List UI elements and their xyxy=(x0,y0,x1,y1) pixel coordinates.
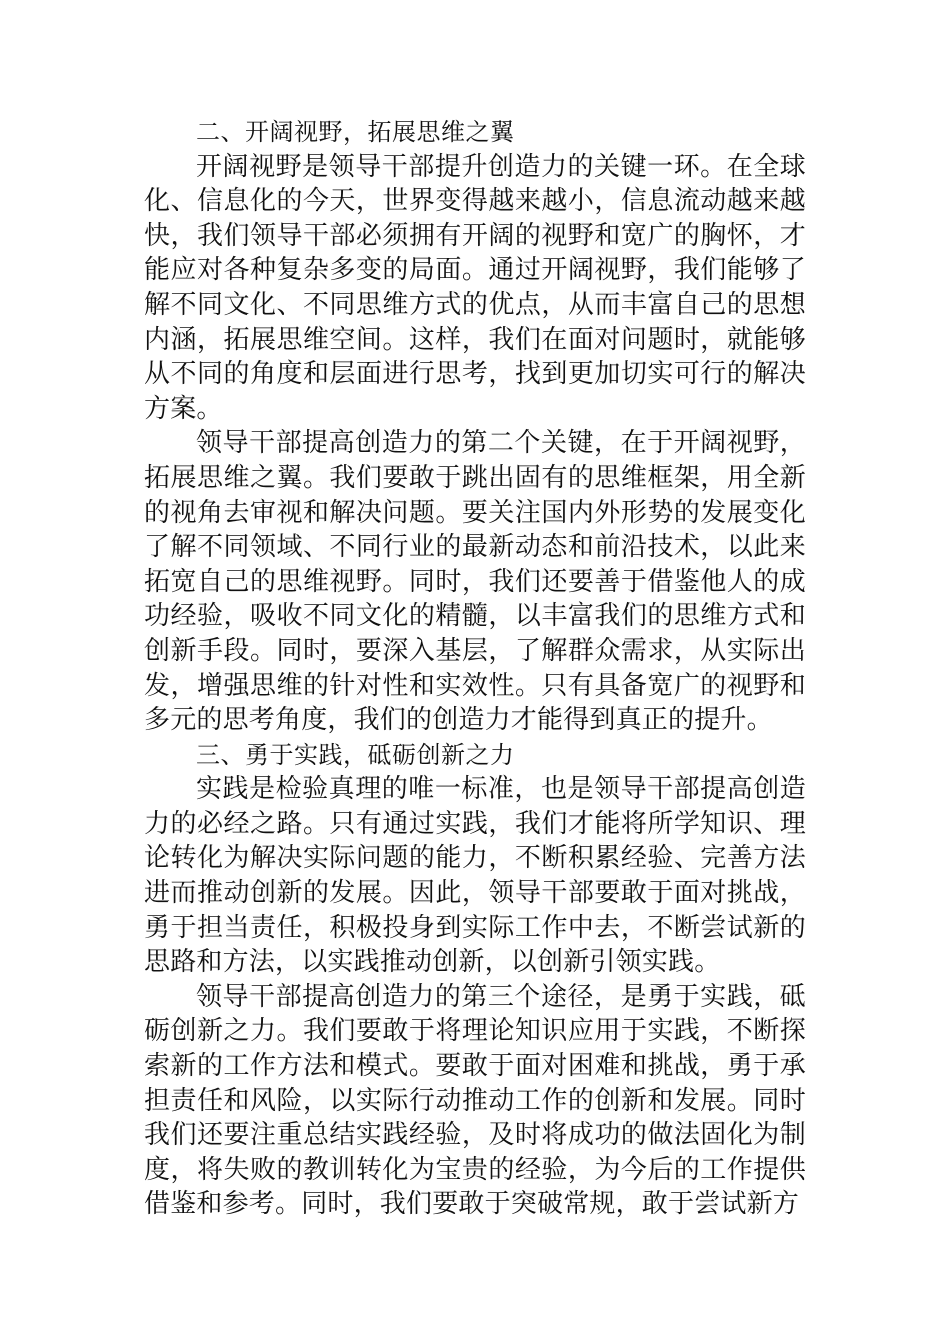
section-heading-2: 二、开阔视野，拓展思维之翼 xyxy=(196,118,515,146)
paragraph: 领导干部提高创造力的第二个关键，在于开阔视野，拓展思维之翼。我们要敢于跳出固有的思维框架，用全新的视角去审视和解决问题。要关注国内外形势的发展变化了解不同领域、不同行业的最新动态和前沿技术，以此来拓宽自己的思维视野。同时，我们还要善于借鉴他人的成功经验，吸收不同文化的精髓，以丰富我们的思维方式和创新手段。同时，要深入基层，了解群众需求，从实际出发，增强思维的针对性和实效性。只有具备宽广的视野和多元的思考角度，我们的创造力才能得到真正的提升。 xyxy=(144,428,806,736)
section-heading-3: 三、勇于实践，砥砺创新之力 xyxy=(196,740,515,769)
document-page xyxy=(144,115,806,1222)
paragraph: 开阔视野是领导干部提升创造力的关键一环。在全球化、信息化的今天，世界变得越来越小，信息流动越来越快，我们领导干部必须拥有开阔的视野和宽广的胸怀，才能应对各种复杂多变的局面。通过开阔视野，我们能够了解不同文化、不同思维方式的优点，从而丰富自己的思想内涵，拓展思维空间。这样，我们在面对问题时，就能够从不同的角度和层面进行思考，找到更加切实可行的解决方案。 xyxy=(144,151,806,424)
paragraph: 领导干部提高创造力的第三个途径，是勇于实践，砥砺创新之力。我们要敢于将理论知识应用于实践，不断探索新的工作方法和模式。要敢于面对困难和挑战，勇于承担责任和风险，以实际行动推动工作的创新和发展。同时我们还要注重总结实践经验，及时将成功的做法固化为制度，将失败的教训转化为宝贵的经验，为今后的工作提供借鉴和参考。同时，我们要敢于突破常规，敢于尝试新方 xyxy=(144,981,806,1220)
paragraph: 实践是检验真理的唯一标准，也是领导干部提高创造力的必经之路。只有通过实践，我们才能将所学知识、理论转化为解决实际问题的能力，不断积累经验、完善方法进而推动创新的发展。因此，领导干部要敢于面对挑战，勇于担当责任，积极投身到实际工作中去，不断尝试新的思路和方法，以实践推动创新，以创新引领实践。 xyxy=(144,774,806,978)
